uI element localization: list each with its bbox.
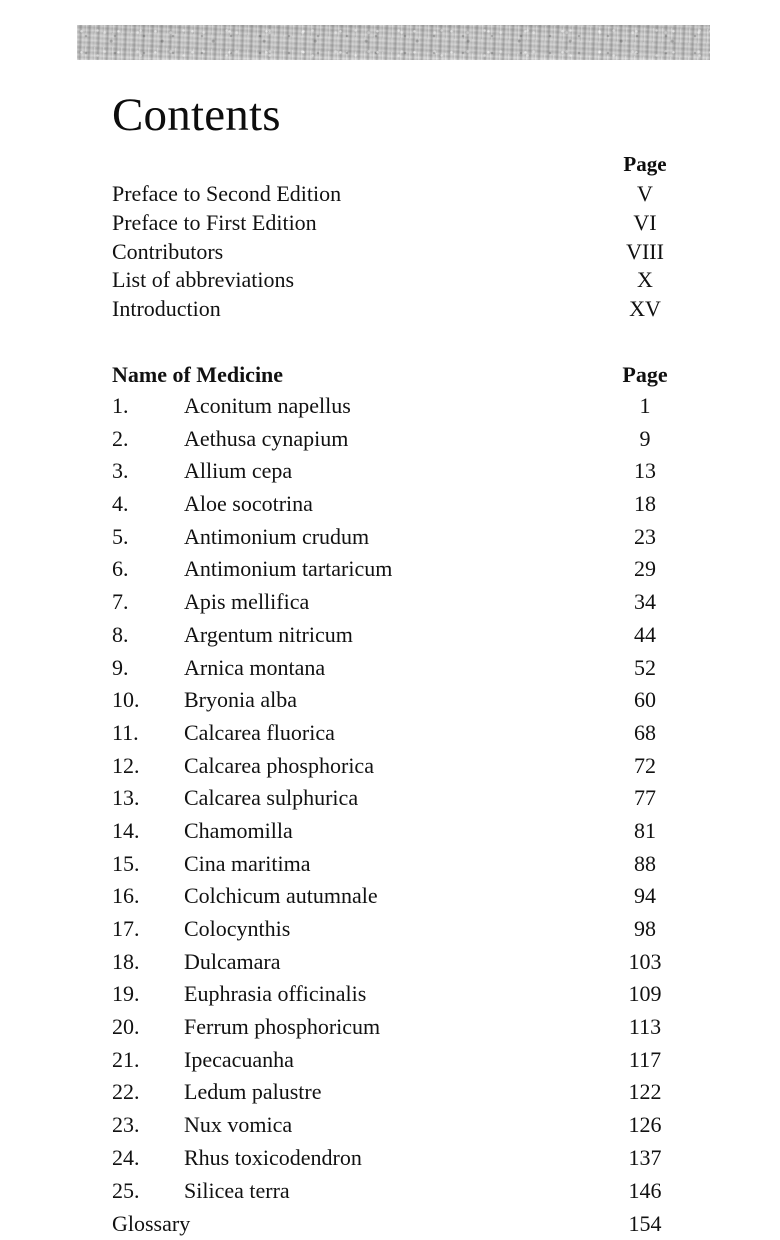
toc-entry-row[interactable] — [0, 978, 780, 1011]
toc-entry-page-number: 60 — [600, 684, 690, 717]
toc-entry-label: Allium cepa — [184, 455, 292, 488]
toc-entry-number: 20. — [112, 1011, 174, 1044]
toc-entry-label: Silicea terra — [184, 1175, 290, 1208]
toc-entry-label: Bryonia alba — [184, 684, 297, 717]
toc-entry-page-number: 103 — [600, 946, 690, 979]
toc-entry-label: Dulcamara — [184, 946, 281, 979]
toc-entry-label: Colchicum autumnale — [184, 880, 378, 913]
toc-entry-label: Aloe socotrina — [184, 488, 313, 521]
toc-entry-page-number: 18 — [600, 488, 690, 521]
toc-entry-page-number: 88 — [600, 848, 690, 881]
toc-entry-number: 19. — [112, 978, 174, 1011]
toc-entry-page-number: 81 — [600, 815, 690, 848]
toc-entry-row[interactable] — [0, 390, 780, 423]
toc-entry-label: Ledum palustre — [184, 1076, 321, 1109]
toc-entry-label: Ferrum phosphoricum — [184, 1011, 380, 1044]
medicines-page-column-header: Page — [600, 360, 690, 390]
toc-entry-number: 15. — [112, 848, 174, 881]
toc-entry-label: Rhus toxicodendron — [184, 1142, 362, 1175]
toc-entry-page-number: 109 — [600, 978, 690, 1011]
toc-entry-page-number: V — [600, 180, 690, 209]
toc-entry-number: 2. — [112, 423, 174, 456]
toc-entry-label: Ipecacuanha — [184, 1044, 294, 1077]
toc-entry-number: 24. — [112, 1142, 174, 1175]
toc-entry-row[interactable] — [0, 488, 780, 521]
toc-entry-row[interactable] — [0, 180, 780, 209]
toc-entry-label: Euphrasia officinalis — [184, 978, 366, 1011]
toc-entry-page-number: 29 — [600, 553, 690, 586]
toc-entry-label: Apis mellifica — [184, 586, 309, 619]
toc-entry-page-number: 1 — [600, 390, 690, 423]
toc-entry-row[interactable] — [0, 1175, 780, 1208]
toc-entry-label: Glossary — [112, 1208, 190, 1240]
front-matter-list — [0, 180, 780, 324]
toc-entry-page-number: 122 — [600, 1076, 690, 1109]
toc-entry-page-number: 44 — [600, 619, 690, 652]
toc-entry-number: 25. — [112, 1175, 174, 1208]
toc-entry-number: 23. — [112, 1109, 174, 1142]
toc-entry-page-number: X — [600, 266, 690, 295]
toc-entry-row[interactable] — [0, 750, 780, 783]
toc-entry-number: 4. — [112, 488, 174, 521]
toc-entry-label: List of abbreviations — [112, 266, 294, 295]
toc-entry-row[interactable] — [0, 209, 780, 238]
toc-entry-row[interactable] — [0, 782, 780, 815]
toc-entry-page-number: 13 — [600, 455, 690, 488]
toc-entry-row[interactable] — [0, 455, 780, 488]
toc-entry-number: 22. — [112, 1076, 174, 1109]
toc-entry-row[interactable] — [0, 295, 780, 324]
toc-entry-label: Calcarea fluorica — [184, 717, 335, 750]
toc-entry-number: 3. — [112, 455, 174, 488]
toc-entry-label: Introduction — [112, 295, 221, 324]
toc-entry-row[interactable] — [0, 423, 780, 456]
toc-entry-number: 11. — [112, 717, 174, 750]
toc-entry-number: 13. — [112, 782, 174, 815]
toc-entry-row[interactable] — [0, 1142, 780, 1175]
toc-entry-row[interactable] — [0, 1011, 780, 1044]
toc-entry-row[interactable] — [0, 1076, 780, 1109]
toc-entry-page-number: XV — [600, 295, 690, 324]
toc-entry-number: 10. — [112, 684, 174, 717]
toc-entry-number: 6. — [112, 553, 174, 586]
toc-entry-row[interactable] — [0, 553, 780, 586]
toc-entry-page-number: 98 — [600, 913, 690, 946]
toc-entry-page-number: 34 — [600, 586, 690, 619]
medicines-heading-label: Name of Medicine — [112, 360, 283, 390]
toc-entry-row[interactable] — [0, 238, 780, 267]
toc-entry-number: 17. — [112, 913, 174, 946]
toc-entry-number: 1. — [112, 390, 174, 423]
toc-entry-row[interactable] — [0, 717, 780, 750]
toc-entry-label: Preface to First Edition — [112, 209, 317, 238]
toc-entry-page-number: 23 — [600, 521, 690, 554]
toc-entry-number: 8. — [112, 619, 174, 652]
toc-entry-page-number: 52 — [600, 652, 690, 685]
toc-entry-page-number: 9 — [600, 423, 690, 456]
toc-entry-row[interactable] — [0, 815, 780, 848]
toc-entry-row[interactable] — [0, 619, 780, 652]
back-matter-list — [0, 1208, 780, 1240]
toc-entry-number: 16. — [112, 880, 174, 913]
toc-entry-label: Calcarea phosphorica — [184, 750, 374, 783]
toc-entry-page-number: 154 — [600, 1208, 690, 1240]
toc-entry-page-number: 146 — [600, 1175, 690, 1208]
toc-entry-row[interactable] — [0, 1044, 780, 1077]
toc-entry-row[interactable] — [0, 1208, 780, 1240]
toc-entry-label: Preface to Second Edition — [112, 180, 341, 209]
page-title: Contents — [112, 92, 281, 139]
toc-entry-row[interactable] — [0, 586, 780, 619]
toc-entry-page-number: VIII — [600, 238, 690, 267]
toc-entry-row[interactable] — [0, 266, 780, 295]
toc-entry-label: Antimonium tartaricum — [184, 553, 392, 586]
toc-entry-number: 21. — [112, 1044, 174, 1077]
toc-entry-row[interactable] — [0, 880, 780, 913]
toc-entry-label: Aethusa cynapium — [184, 423, 348, 456]
toc-entry-page-number: 126 — [600, 1109, 690, 1142]
toc-entry-row[interactable] — [0, 946, 780, 979]
toc-entry-label: Aconitum napellus — [184, 390, 351, 423]
toc-entry-label: Calcarea sulphurica — [184, 782, 358, 815]
toc-entry-page-number: 117 — [600, 1044, 690, 1077]
toc-entry-label: Nux vomica — [184, 1109, 292, 1142]
toc-entry-page-number: 94 — [600, 880, 690, 913]
toc-entry-page-number: VI — [600, 209, 690, 238]
toc-entry-page-number: 72 — [600, 750, 690, 783]
toc-entry-label: Argentum nitricum — [184, 619, 353, 652]
toc-entry-page-number: 137 — [600, 1142, 690, 1175]
medicines-section-header — [0, 360, 780, 390]
toc-entry-number: 5. — [112, 521, 174, 554]
toc-entry-row[interactable] — [0, 1109, 780, 1142]
toc-entry-number: 18. — [112, 946, 174, 979]
toc-entry-number: 9. — [112, 652, 174, 685]
toc-entry-row[interactable] — [0, 652, 780, 685]
toc-entry-row[interactable] — [0, 913, 780, 946]
front-matter-page-column-header: Page — [600, 152, 690, 177]
toc-entry-number: 14. — [112, 815, 174, 848]
toc-entry-page-number: 68 — [600, 717, 690, 750]
toc-entry-page-number: 113 — [600, 1011, 690, 1044]
toc-entry-label: Chamomilla — [184, 815, 293, 848]
toc-entry-label: Arnica montana — [184, 652, 325, 685]
toc-entry-row[interactable] — [0, 848, 780, 881]
toc-entry-number: 7. — [112, 586, 174, 619]
toc-entry-label: Antimonium crudum — [184, 521, 369, 554]
toc-entry-label: Contributors — [112, 238, 223, 267]
toc-entry-row[interactable] — [0, 684, 780, 717]
toc-entry-label: Colocynthis — [184, 913, 290, 946]
toc-entry-number: 12. — [112, 750, 174, 783]
toc-entry-label: Cina maritima — [184, 848, 310, 881]
toc-entry-page-number: 77 — [600, 782, 690, 815]
medicines-list — [0, 390, 780, 1207]
toc-entry-row[interactable] — [0, 521, 780, 554]
